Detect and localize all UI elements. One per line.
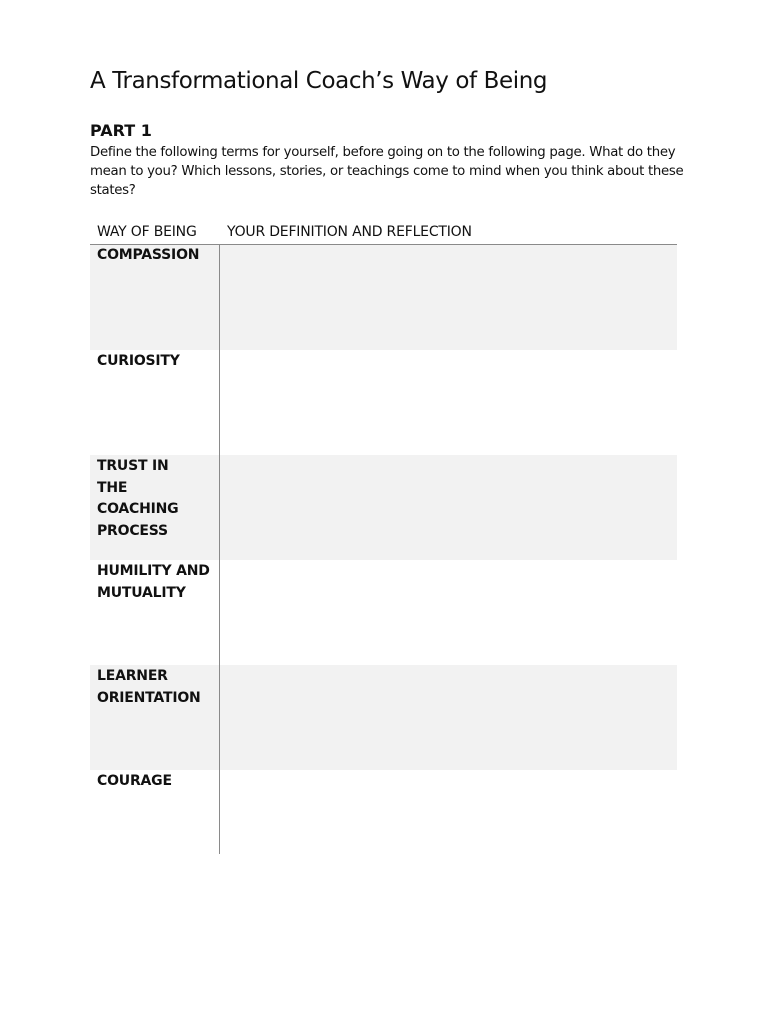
part-heading: PART 1 — [90, 121, 152, 140]
table-row-learner-orientation — [90, 665, 677, 770]
reflection-cell[interactable] — [220, 665, 677, 770]
instructions-paragraph: Define the following terms for yourself, before going on to the following page. What do they mean to you? Which lessons, stories, or teachings come to mind when you think about these states? — [90, 145, 684, 198]
table-row-curiosity — [90, 350, 677, 455]
reflection-cell[interactable] — [220, 350, 677, 455]
document-title: A Transformational Coach’s Way of Being — [90, 68, 548, 94]
term-cell: HUMILITY AND MUTUALITY — [90, 560, 220, 665]
column-header-way-of-being: WAY OF BEING — [97, 224, 197, 240]
reflection-cell[interactable] — [220, 770, 677, 854]
table-row-compassion — [90, 245, 677, 350]
table-row-humility-and-mutuality — [90, 560, 677, 665]
term-cell: TRUST IN THE COACHING PROCESS — [90, 455, 220, 560]
reflection-cell[interactable] — [220, 245, 677, 350]
reflection-cell[interactable] — [220, 560, 677, 665]
column-header-definition-reflection: YOUR DEFINITION AND REFLECTION — [227, 224, 472, 240]
table-header-row — [90, 220, 677, 245]
term-cell: CURIOSITY — [90, 350, 220, 455]
table-row-trust-in-coaching-process — [90, 455, 677, 560]
way-of-being-table — [90, 220, 677, 854]
term-cell: COURAGE — [90, 770, 220, 854]
reflection-cell[interactable] — [220, 455, 677, 560]
term-cell: LEARNER ORIENTATION — [90, 665, 220, 770]
table-row-courage — [90, 770, 677, 854]
term-cell: COMPASSION — [90, 245, 220, 350]
